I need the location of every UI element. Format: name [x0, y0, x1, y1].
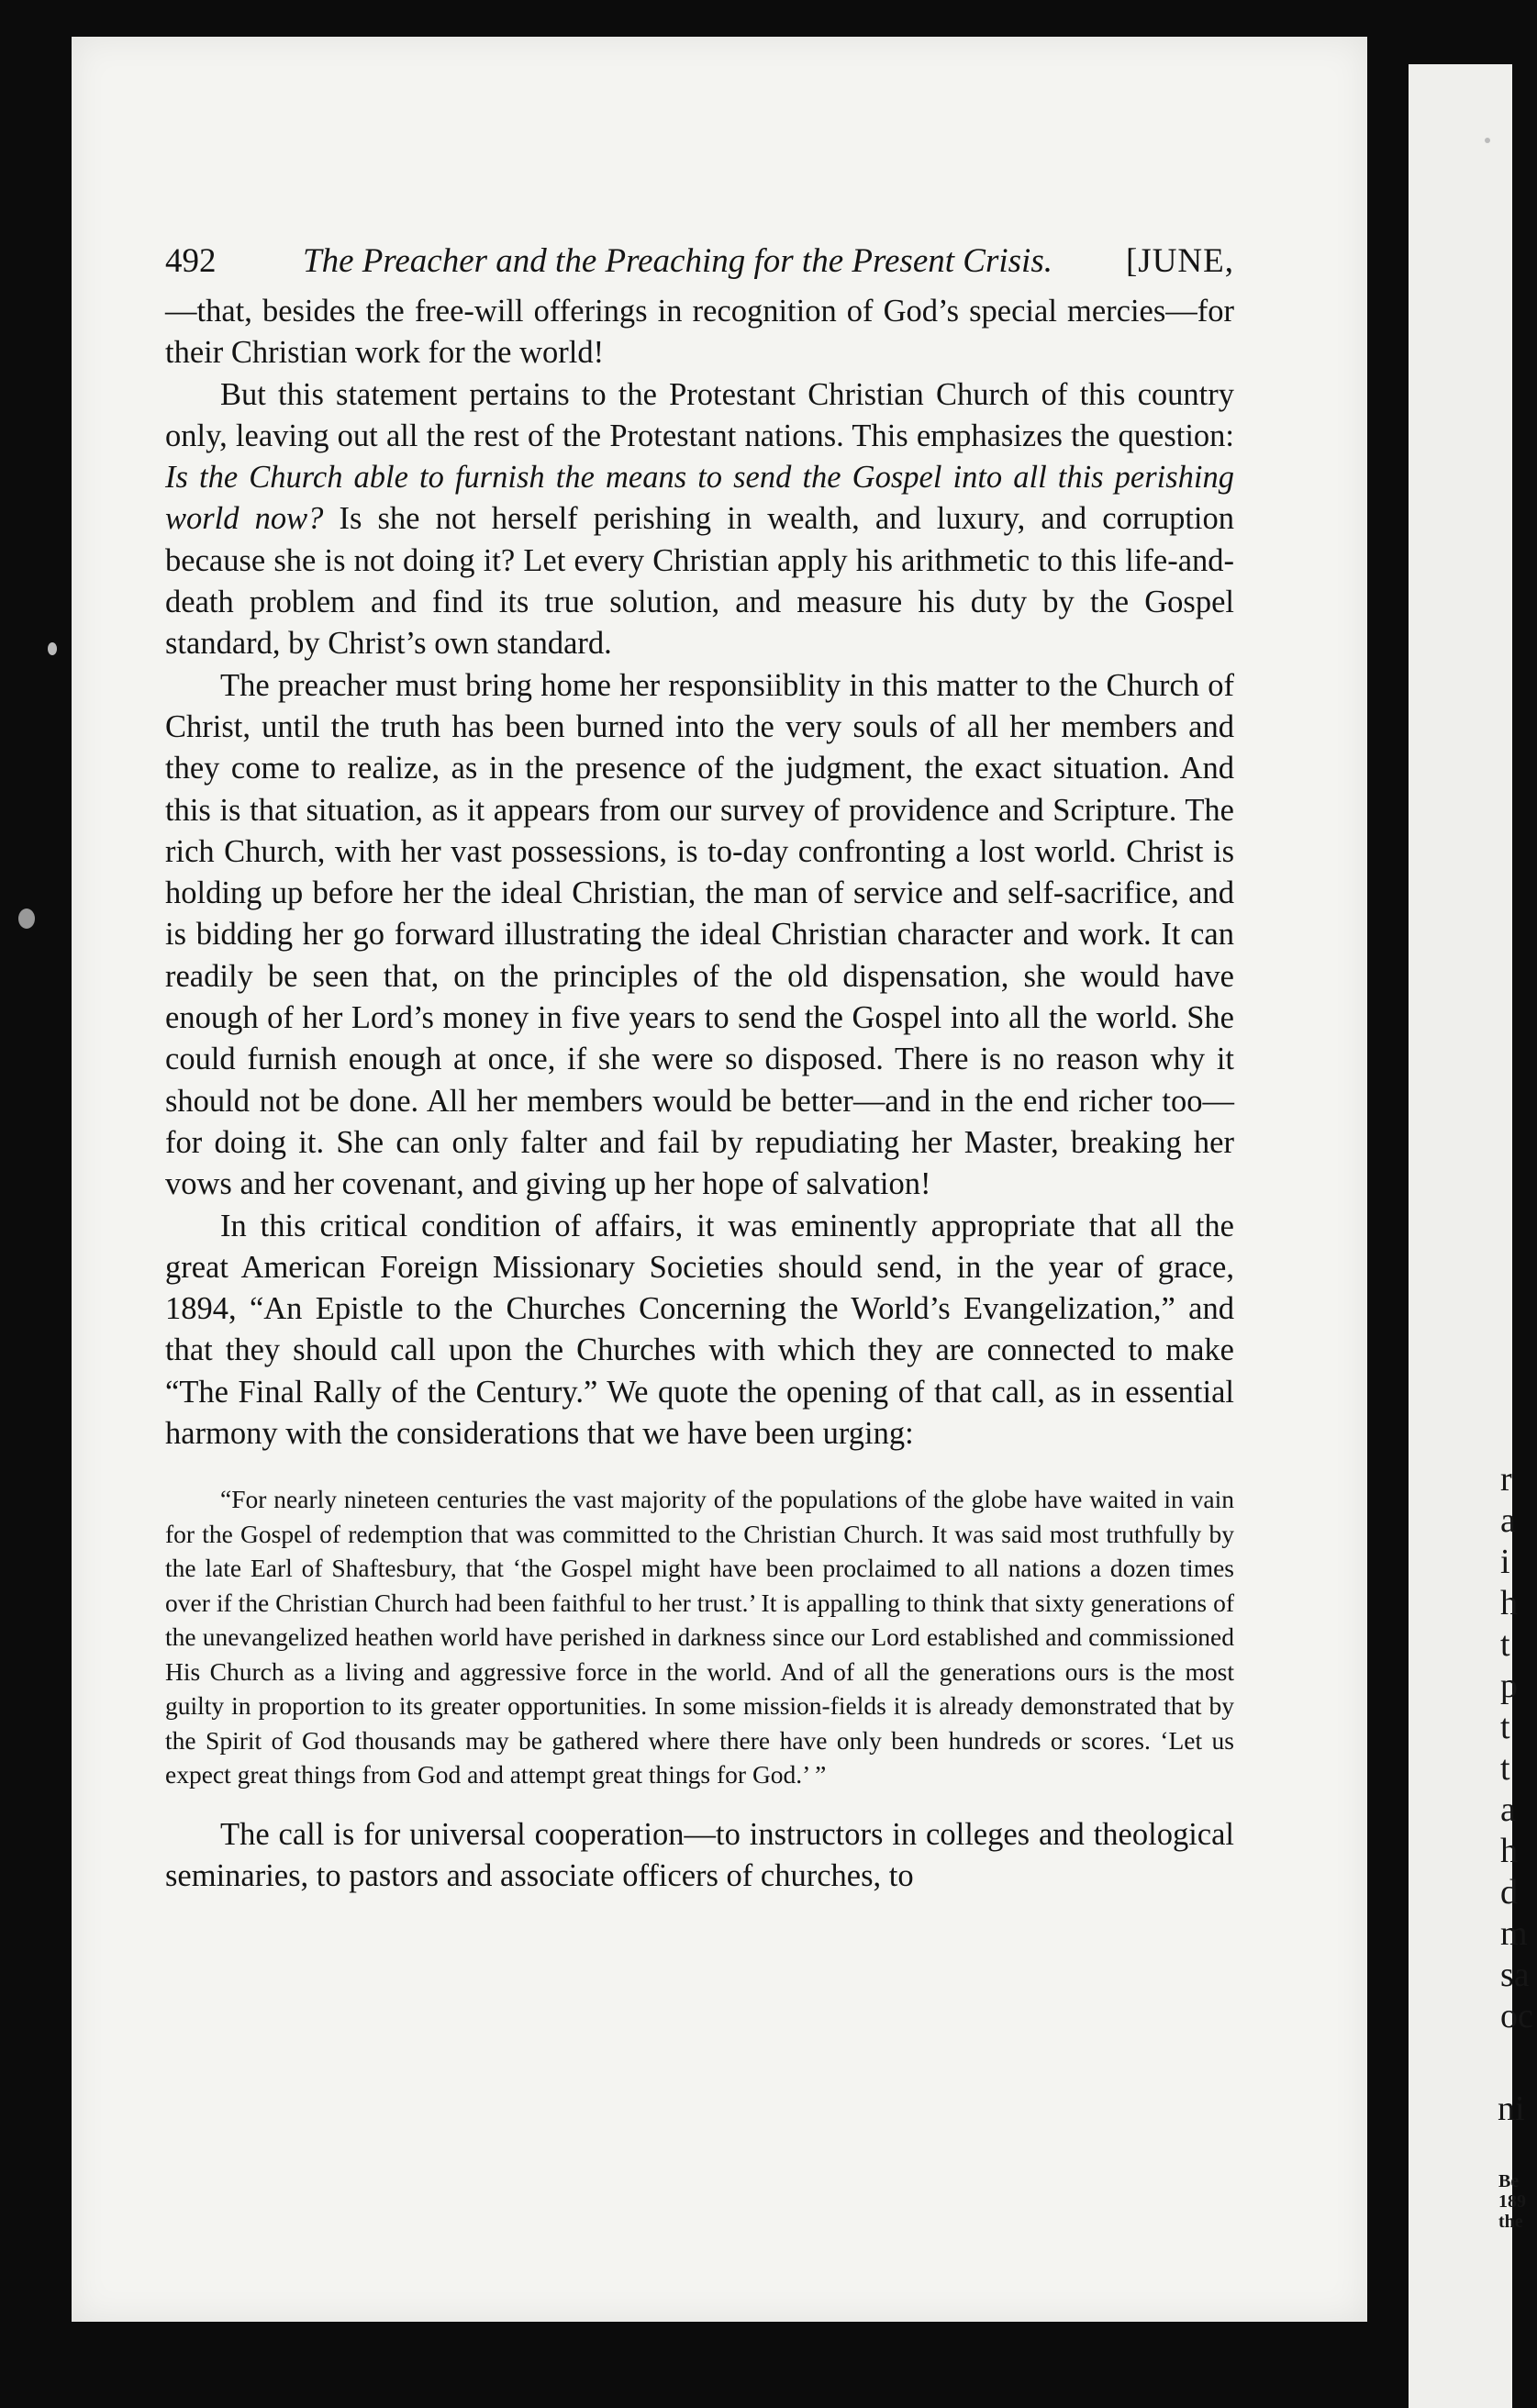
paragraph-text: Is she not herself perishing in wealth, and luxury, and corruption because she is not doing it? Let every Christian apply his arithmetic to this life-and-death problem and find its true solution, and measure his duty by the Gospel standard, by Christ’s own standard.: [165, 501, 1234, 662]
paragraph: —that, besides the free-will offerings in recognition of God’s special mercies—for their Christian work for the world!: [165, 294, 1234, 371]
adjacent-fragment-ni: ni: [1498, 2090, 1525, 2128]
fragment: d: [1500, 1873, 1518, 1912]
running-title: The Preacher and the Preaching for the Present Crisis.: [303, 242, 1053, 280]
page-number: 492: [165, 242, 217, 280]
fragment: h: [1500, 1832, 1518, 1870]
fragment: the: [1498, 2212, 1523, 2232]
adjacent-page-fragments: [1500, 1459, 1537, 2037]
fragment: t: [1500, 1749, 1510, 1788]
fragment: t: [1500, 1625, 1510, 1664]
paragraph: The preacher must bring home her responsiiblity in this matter to the Church of Christ, until the truth has been burned into the very souls of all her members and they come to realize, as in the presence of the judgment, the exact situation. And this is that situation, as it appears from our survey of providence and Scripture. The rich Church, with her vast possessions, is to-day confronting a lost world. Christ is holding up before her the ideal Christian, the man of service and self-sacrifice, and is bidding her go forward illustrating the ideal Christian character and work. It can readily be seen that, on the principles of the old dispensation, she would have enough of her Lord’s money in five years to send the Gospel into all the world. She could furnish enough at once, if she were so disposed. There is no reason why it should not be done. All her members would be better—and in the end richer too—for doing it. She can only falter and fail by repudiating her Master, breaking her vows and her covenant, and giving up her hope of salvation!: [165, 667, 1234, 1202]
fragment: sa: [1500, 1956, 1530, 1994]
fragment: h: [1500, 1584, 1518, 1622]
running-head: [165, 234, 1234, 289]
fragment: a: [1500, 1501, 1516, 1540]
fragment: a: [1500, 1790, 1516, 1829]
paragraph: In this critical condition of affairs, it was eminently appropriate that all the great American Foreign Missionary Societies should send, in the year of grace, 1894, “An Epistle to the Churches Concerning the World’s Evangelization,” and that they should call upon the Churches with which they are connected to make “The Final Rally of the Century.” We quote the opening of that call, as in essential harmony with the considerations that we have been urging:: [165, 1208, 1234, 1452]
scan-speck: [18, 909, 35, 929]
paragraph-text: But this statement pertains to the Protestant Christian Church of this country only, leaving out all the rest of the Protestant nations. This emphasizes the question:: [165, 376, 1234, 453]
fragment: m: [1500, 1914, 1528, 1953]
body-text: [165, 291, 1234, 1455]
fragment: r: [1500, 1460, 1512, 1499]
fragment: p: [1500, 1667, 1518, 1705]
paragraph: The call is for universal cooperation—to instructors in colleges and theological seminaries, to pastors and associate officers of churches, to: [165, 1816, 1234, 1894]
italic-question: Is the Church able to furnish the means to send the Gospel into all this perishing world now?: [165, 460, 1234, 537]
paragraph: [165, 374, 1234, 665]
fragment: i: [1500, 1543, 1510, 1581]
running-month: [JUNE,: [1125, 242, 1234, 280]
page-text: [165, 234, 1234, 1897]
adjacent-page-edge: [1409, 64, 1512, 2408]
scan-speck: [1485, 138, 1490, 143]
block-quote: “For nearly nineteen centuries the vast majority of the populations of the globe have waited in vain for the Gospel of redemption that was committed to the Christian Church. It was said most truthfully by the late Earl of Shaftesbury, that ‘the Gospel might have been proclaimed to all nations a dozen times over if the Christian Church had been faithful to her trust.’ It is appalling to think that sixty generations of the unevangelized heathen world have perished in darkness since our Lord established and commissioned His Church as a living and aggressive force in the world. And of all the generations ours is the most guilty in proportion to its greater opportunities. In some mission-fields it is already demonstrated that by the Spirit of God thousands may be gathered where there have only been hundreds or scores. ‘Let us expect great things from God and attempt great things for God.’ ”: [165, 1485, 1234, 1789]
fragment: Be: [1498, 2171, 1520, 2191]
fragment: t: [1500, 1708, 1510, 1746]
fragment: oc: [1500, 1997, 1533, 2035]
adjacent-footer-fragments: [1498, 2171, 1526, 2232]
fragment: 189: [1498, 2191, 1526, 2212]
scan-speck: [48, 642, 57, 655]
